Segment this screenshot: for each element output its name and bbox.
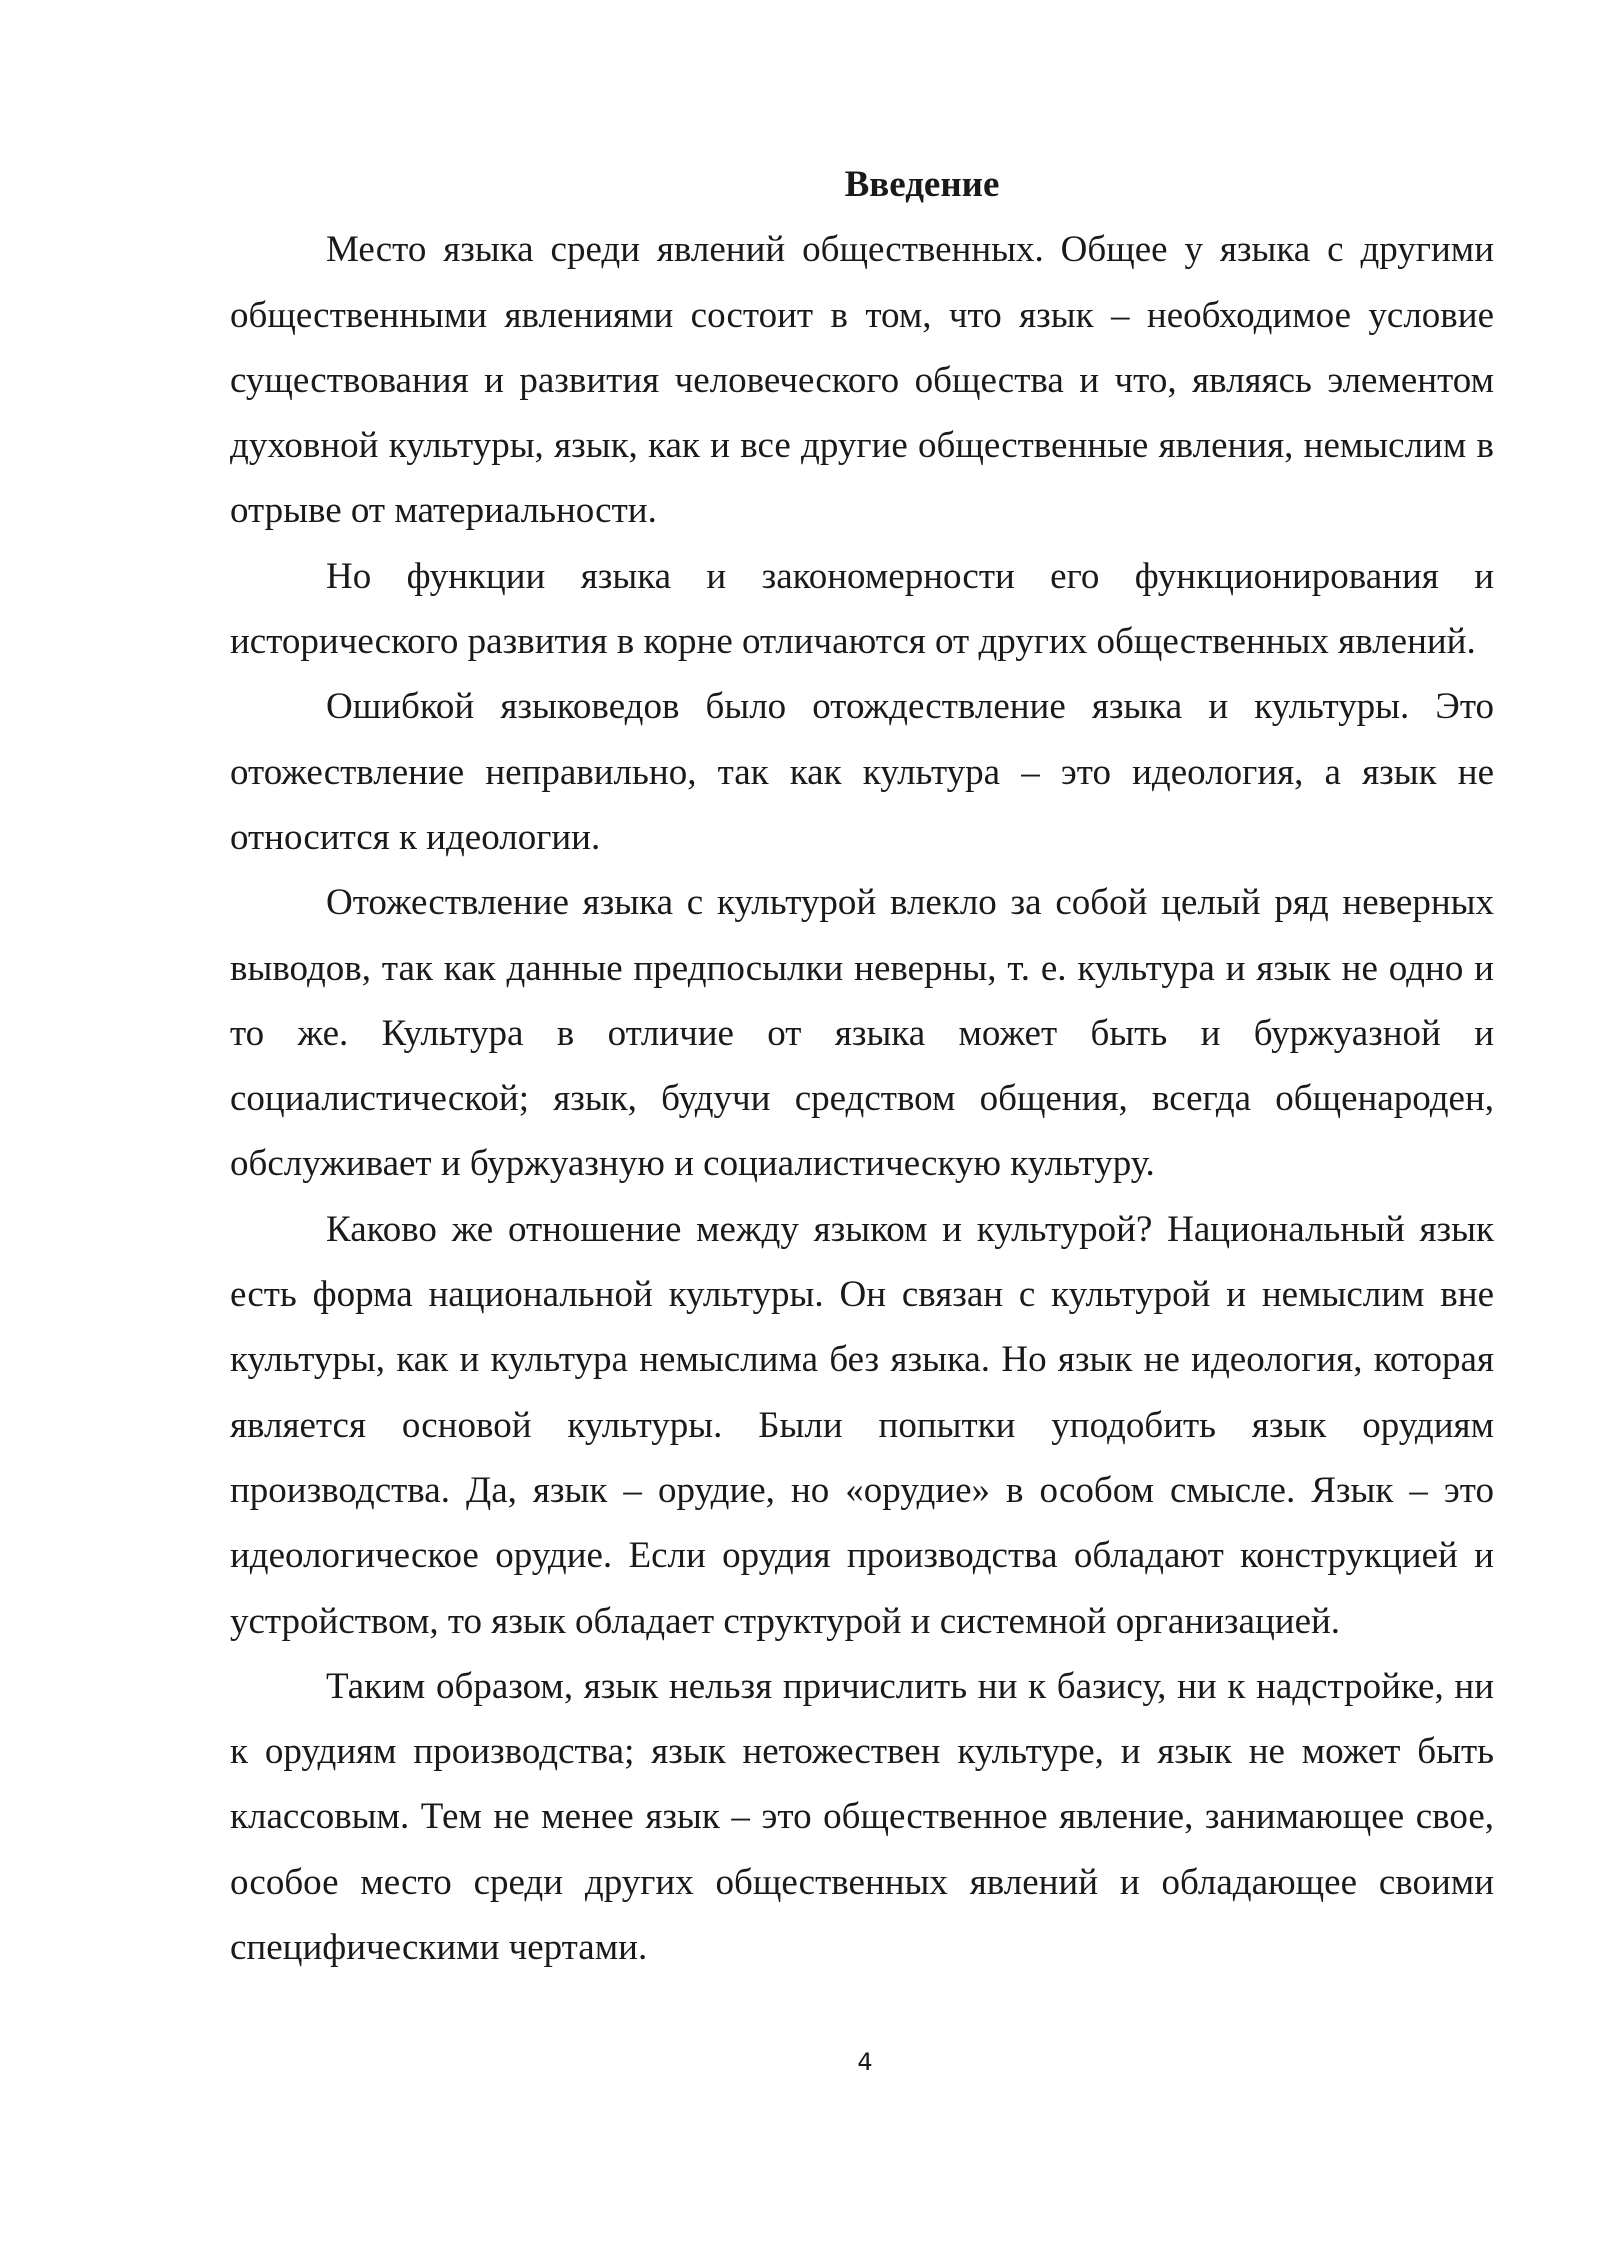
paragraph-4: Отожествление языка с культурой влекло за собой целый ряд неверных выводов, так как данные предпосылки неверны, т. е. культура и язык не одно и то же. Культура в отличие от языка может быть и буржуазной и социалистической; язык, будучи средством общения, всегда общенароден, обслуживает и буржуазную и социалистическую культуру. <box>230 882 1494 1185</box>
page-number: 4 <box>857 2048 873 2076</box>
page-title: Введение <box>844 164 1000 205</box>
paragraph-1: Место языка среди явлений общественных. Общее у языка с другими общественными явлениями состоит в том, что язык – необходимое условие существования и развития человеческого общества и что, являясь элементом духовной культуры, язык, как и все другие общественные явления, немыслим в отрыве от материальности. <box>230 229 1494 532</box>
paragraph-5: Каково же отношение между языком и культурой? Национальный язык есть форма национальной культуры. Он связан с культурой и немыслим вне культуры, как и культура немыслима без языка. Но язык не идеология, которая является основой культуры. Были попытки уподобить язык орудиям производства. Да, язык – орудие, но «орудие» в особом смысле. Язык – это идеологическое орудие. Если орудия производства обладают конструкцией и устройством, то язык обладает структурой и системной организацией. <box>230 1208 1494 1642</box>
paragraph-6: Таким образом, язык нельзя причислить ни к базису, ни к надстройке, ни к орудиям производства; язык нетожествен культуре, и язык не может быть классовым. Тем не менее язык – это общественное явление, занимающее свое, особое место среди других общественных явлений и обладающее своими специфическими чертами. <box>230 1665 1494 1969</box>
paragraph-3: Ошибкой языковедов было отождествление языка и культуры. Это отожествление неправильно, так как культура – это идеология, а язык не относится к идеологии. <box>230 686 1494 858</box>
page-content <box>230 152 1494 1980</box>
paragraph-2: Но функции языка и закономерности его функционирования и исторического развития в корне отличаются от других общественных явлений. <box>230 555 1494 663</box>
